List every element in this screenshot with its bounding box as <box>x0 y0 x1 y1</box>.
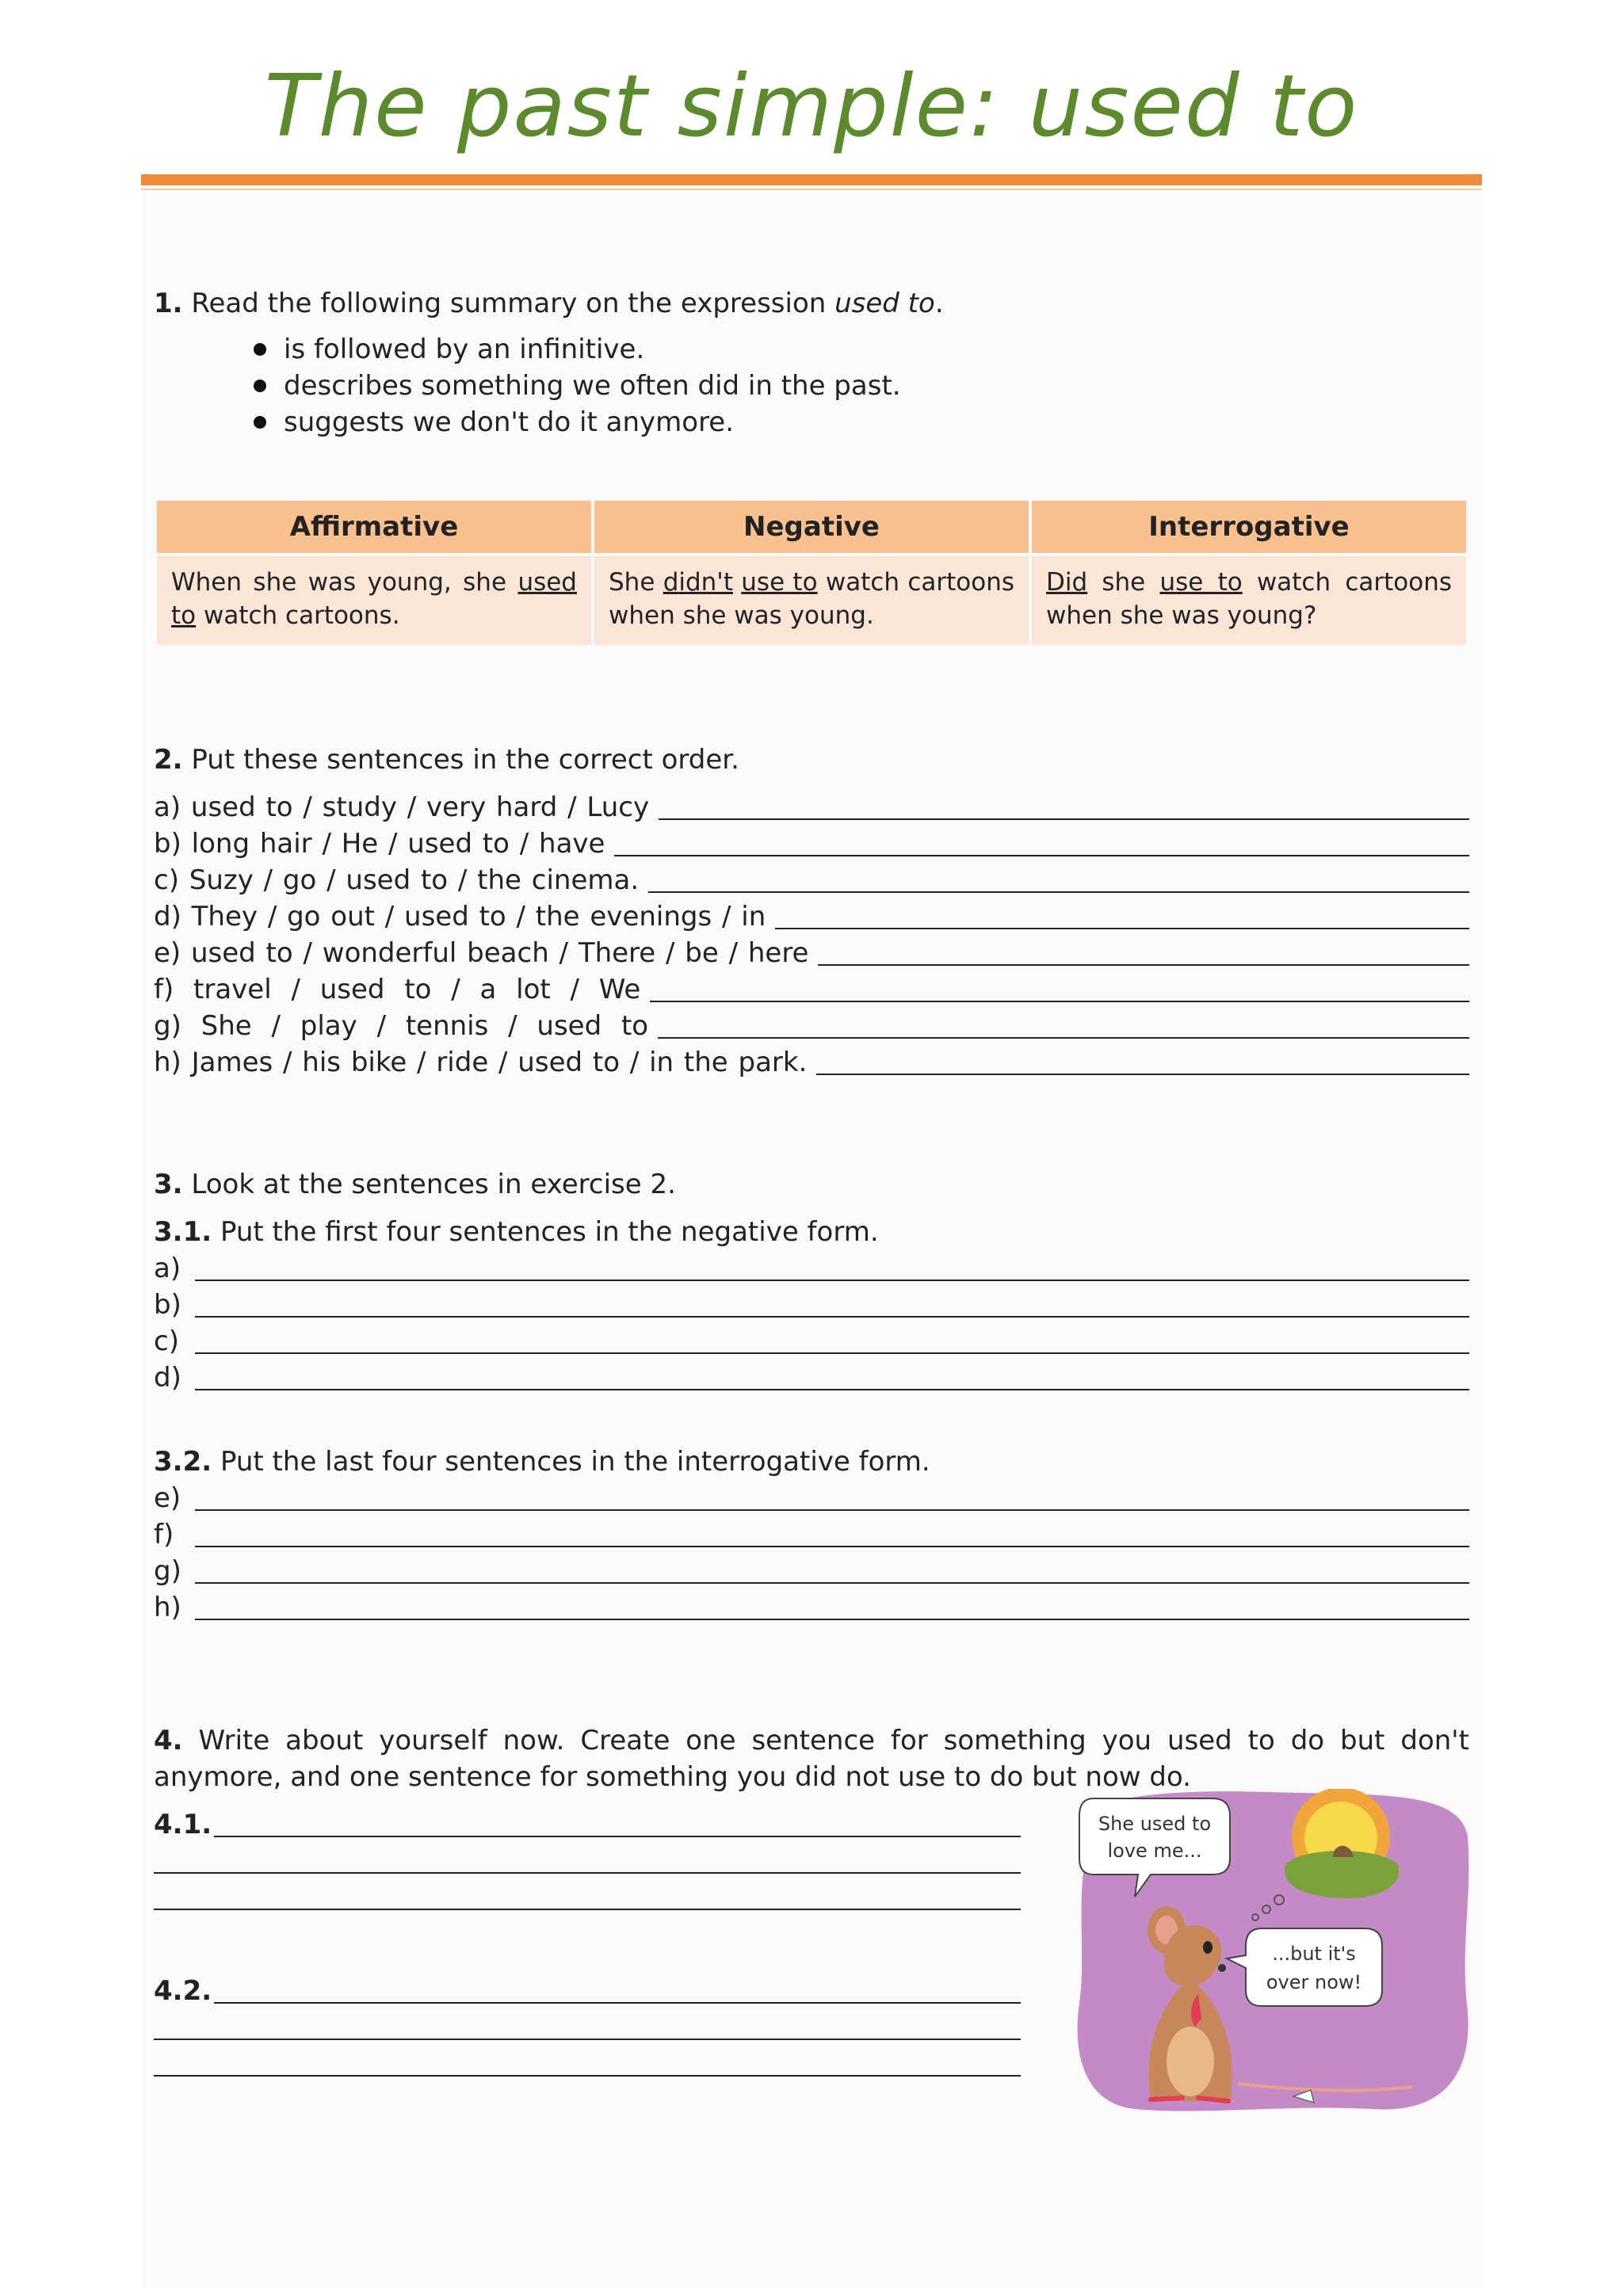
answer-line[interactable] <box>614 855 1469 856</box>
answer-line[interactable] <box>214 2002 1021 2004</box>
section3-1-instruction: Put the first four sentences in the negative form. <box>220 1216 879 1248</box>
answer-line[interactable] <box>154 1909 1021 1910</box>
section1-number: 1. <box>154 288 183 319</box>
answer-line[interactable] <box>195 1389 1469 1390</box>
bubble1-line1: She used to <box>1098 1813 1212 1835</box>
section1-intro-emphasis: used to <box>834 288 935 319</box>
title-underline <box>141 174 1482 185</box>
bullet-item: is followed by an infinitive. <box>252 331 901 368</box>
section2-heading <box>154 742 739 778</box>
section3-number: 3. <box>154 1169 183 1200</box>
page-title: The past simple: used to <box>264 57 1359 156</box>
interrogative-answer-row: h) <box>154 1589 1469 1626</box>
underlined-did: Did <box>1046 568 1088 597</box>
answer-line[interactable] <box>195 1582 1469 1584</box>
answer-line[interactable] <box>775 928 1469 929</box>
speech-bubble-2 <box>1227 1928 1382 2006</box>
section4-instruction: Write about yourself now. Create one sentence for something you used to do but don't anymore, and one sentence for something you did not use to do but now do. <box>154 1725 1469 1793</box>
cell-negative-example: She didn't use to watch cartoons when she was young. <box>594 556 1029 645</box>
section3-instruction: Look at the sentences in exercise 2. <box>191 1169 676 1200</box>
section3-1-number: 3.1. <box>154 1216 212 1248</box>
interrogative-answer-row: f) <box>154 1516 1469 1553</box>
title-underline-thin <box>141 189 1482 190</box>
answer-line[interactable] <box>648 891 1469 893</box>
order-item: c) Suzy / go / used to / the cinema. <box>154 862 1469 898</box>
writing-row-4-2: 4.2. <box>154 1973 1021 2009</box>
order-item: f) travel / used to / a lot / We <box>154 971 1469 1008</box>
mouse-cartoon-illustration <box>1071 1789 1472 2115</box>
header-negative: Negative <box>594 501 1029 553</box>
header-affirmative: Affirmative <box>157 501 591 553</box>
answer-line[interactable] <box>659 818 1469 820</box>
writing-row <box>154 1879 1021 1916</box>
interrogative-answer-row: e) <box>154 1480 1469 1516</box>
writing-row <box>154 2009 1021 2046</box>
section2-instruction: Put these sentences in the correct order. <box>191 744 739 776</box>
section1-intro-end: . <box>934 288 944 319</box>
underlined-use-to: use to <box>1159 568 1243 597</box>
section3-2-number: 3.2. <box>154 1446 212 1478</box>
answer-line[interactable] <box>195 1316 1469 1318</box>
negative-answer-row: c) <box>154 1323 1469 1360</box>
answer-line[interactable] <box>214 1836 1021 1837</box>
order-item: d) They / go out / used to / the evenings / in <box>154 898 1469 935</box>
underlined-use-to: use to <box>741 568 818 597</box>
negative-answer-row: a) <box>154 1250 1469 1287</box>
section3-2-instruction: Put the last four sentences in the interrogative form. <box>220 1446 930 1478</box>
answer-line[interactable] <box>818 964 1469 966</box>
order-item: e) used to / wonderful beach / There / be / here <box>154 935 1469 971</box>
writing-row-4-1: 4.1. <box>154 1806 1021 1843</box>
writing-row <box>154 1843 1021 1879</box>
answer-line[interactable] <box>154 2039 1021 2040</box>
bubble2-line1: ...but it's <box>1272 1943 1356 1965</box>
underlined-didnt: didn't <box>663 568 733 597</box>
negative-answer-row: b) <box>154 1287 1469 1323</box>
cell-affirmative-example: When she was young, she used to watch cartoons. <box>157 556 591 645</box>
cell-interrogative-example: Did she use to watch cartoons when she was young? <box>1032 556 1466 645</box>
section1-heading <box>154 285 944 322</box>
section4-heading <box>154 1722 1469 1795</box>
bullet-item: suggests we don't do it anymore. <box>252 404 901 441</box>
writing-row <box>154 2046 1021 2082</box>
answer-line[interactable] <box>650 1001 1469 1002</box>
answer-line[interactable] <box>816 1074 1469 1075</box>
bullet-item: describes something we often did in the past. <box>252 368 901 404</box>
answer-line[interactable] <box>154 1872 1021 1874</box>
interrogative-answer-row: g) <box>154 1553 1469 1589</box>
bubble2-line2: over now! <box>1266 1971 1362 1993</box>
section2-number: 2. <box>154 744 183 776</box>
order-item: b) long hair / He / used to / have <box>154 826 1469 862</box>
answer-line[interactable] <box>195 1509 1469 1511</box>
grammar-table <box>154 501 1469 645</box>
order-item: h) James / his bike / ride / used to / in the park. <box>154 1044 1469 1081</box>
order-item: g) She / play / tennis / used to <box>154 1008 1469 1044</box>
section1-intro: Read the following summary on the expression <box>191 288 835 319</box>
negative-answer-row: d) <box>154 1360 1469 1396</box>
order-item: a) used to / study / very hard / Lucy <box>154 789 1469 826</box>
underlined-used-to: used to <box>171 568 577 630</box>
header-interrogative: Interrogative <box>1032 501 1466 553</box>
answer-line[interactable] <box>195 1619 1469 1620</box>
bubble1-line2: love me... <box>1107 1840 1202 1862</box>
section3-heading <box>154 1166 676 1203</box>
summary-bullet-list <box>252 331 901 441</box>
answer-line[interactable] <box>195 1280 1469 1281</box>
section4-number: 4. <box>154 1725 183 1756</box>
section3-1-heading <box>154 1214 879 1250</box>
answer-line[interactable] <box>658 1037 1469 1039</box>
answer-line[interactable] <box>154 2075 1021 2077</box>
answer-line[interactable] <box>195 1352 1469 1354</box>
section3-2-heading <box>154 1444 930 1480</box>
answer-line[interactable] <box>195 1546 1469 1547</box>
